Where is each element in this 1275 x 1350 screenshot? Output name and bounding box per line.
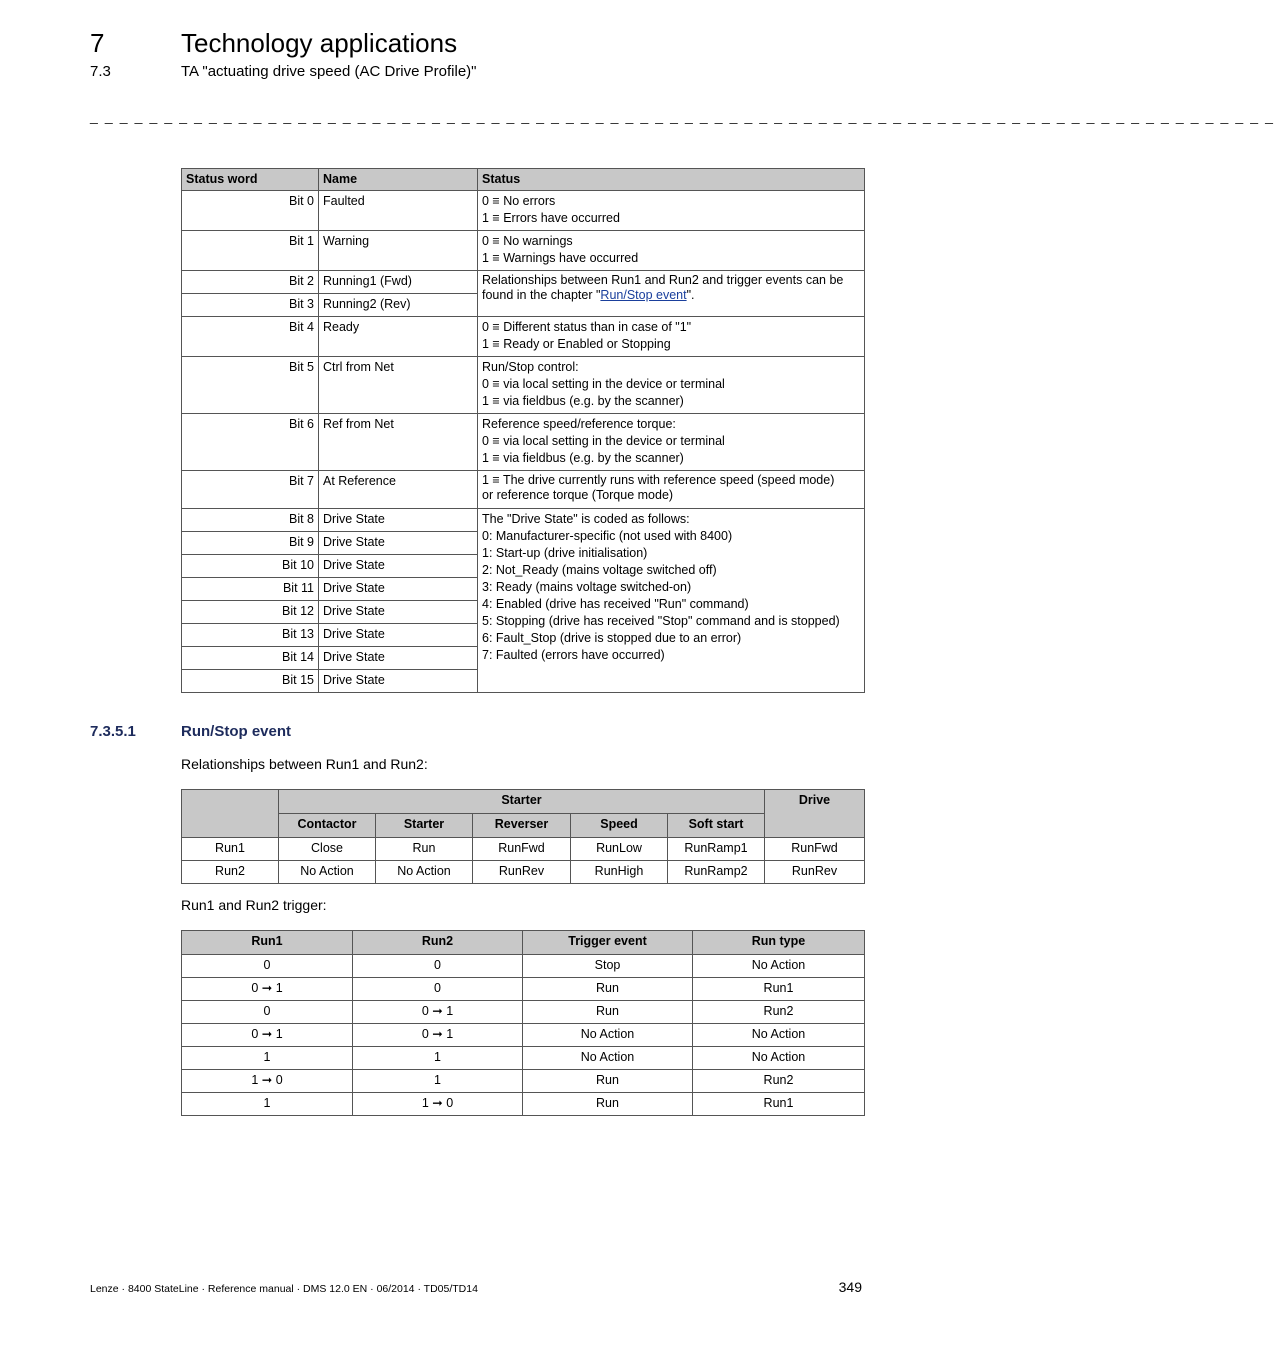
bit-status bbox=[478, 471, 865, 509]
footer-doc-info: Lenze · 8400 StateLine · Reference manual · DMS 12.0 EN · 06/2014 · TD05/TD14 bbox=[90, 1283, 478, 1295]
status-word-table bbox=[181, 168, 865, 693]
bit-name: Drive State bbox=[319, 624, 478, 647]
table-cell: 1 bbox=[182, 1047, 353, 1070]
bit-name: Drive State bbox=[319, 578, 478, 601]
col-header-name: Name bbox=[319, 169, 478, 191]
table-cell: Run1 bbox=[693, 1093, 865, 1116]
bit-label: Bit 11 bbox=[182, 578, 319, 601]
table-cell: 0 ➞ 1 bbox=[182, 978, 353, 1001]
bit-name: Drive State bbox=[319, 509, 478, 532]
bit-name: Drive State bbox=[319, 670, 478, 693]
subsection-title: Run/Stop event bbox=[181, 723, 292, 740]
table-cell: 0 ➞ 1 bbox=[182, 1024, 353, 1047]
table-cell: 0 bbox=[182, 1001, 353, 1024]
bit-label: Bit 5 bbox=[182, 357, 319, 414]
table-cell: Run1 bbox=[693, 978, 865, 1001]
table-cell: 0 bbox=[353, 978, 523, 1001]
bit-label: Bit 9 bbox=[182, 532, 319, 555]
status-line: or reference torque (Torque mode) bbox=[482, 488, 674, 502]
status-line: Run/Stop control: bbox=[482, 360, 579, 374]
table-cell: Run2 bbox=[182, 861, 279, 884]
bit-label: Bit 7 bbox=[182, 471, 319, 509]
table-cell: 1 ➞ 0 bbox=[353, 1093, 523, 1116]
status-line: 0 ≡ via local setting in the device or terminal bbox=[482, 377, 725, 391]
bit-label: Bit 4 bbox=[182, 317, 319, 357]
bit-name: Drive State bbox=[319, 532, 478, 555]
subsection-number: 7.3.5.1 bbox=[90, 723, 136, 740]
group-header-starter: Starter bbox=[279, 790, 765, 814]
col-header: Run1 bbox=[182, 931, 353, 955]
blank-header-cell bbox=[182, 790, 279, 838]
bit-name: Drive State bbox=[319, 647, 478, 670]
status-line: The "Drive State" is coded as follows: bbox=[482, 512, 690, 526]
bit-name: Ready bbox=[319, 317, 478, 357]
bit-label: Bit 10 bbox=[182, 555, 319, 578]
bit-name: Running2 (Rev) bbox=[319, 294, 478, 317]
bit-status bbox=[478, 317, 865, 357]
bit-name: At Reference bbox=[319, 471, 478, 509]
table-cell: No Action bbox=[279, 861, 376, 884]
table-cell: 0 bbox=[182, 955, 353, 978]
status-line: 1: Start-up (drive initialisation) bbox=[482, 546, 648, 560]
table-cell: Close bbox=[279, 838, 376, 861]
col-header-status: Status bbox=[478, 169, 865, 191]
status-line: 1 ≡ The drive currently runs with reference speed (speed mode) bbox=[482, 473, 835, 487]
table-cell: Run bbox=[523, 1093, 693, 1116]
status-line: 1 ≡ Ready or Enabled or Stopping bbox=[482, 337, 671, 351]
bit-label: Bit 3 bbox=[182, 294, 319, 317]
bit-name: Running1 (Fwd) bbox=[319, 271, 478, 294]
status-text: ". bbox=[686, 288, 695, 302]
status-line: 0 ≡ via local setting in the device or terminal bbox=[482, 434, 725, 448]
sub-header: Starter bbox=[376, 814, 473, 838]
section-number: 7.3 bbox=[90, 63, 111, 80]
bit-name: Drive State bbox=[319, 601, 478, 624]
bit-label: Bit 12 bbox=[182, 601, 319, 624]
status-line: 0 ≡ No errors bbox=[482, 194, 556, 208]
table-cell: Run2 bbox=[693, 1001, 865, 1024]
run-trigger-table bbox=[181, 930, 865, 1116]
table-cell: Run2 bbox=[693, 1070, 865, 1093]
chapter-title: Technology applications bbox=[181, 28, 458, 58]
col-header: Run type bbox=[693, 931, 865, 955]
bit-label: Bit 8 bbox=[182, 509, 319, 532]
table-cell: Run bbox=[523, 1001, 693, 1024]
col-header: Run2 bbox=[353, 931, 523, 955]
bit-status bbox=[478, 191, 865, 231]
status-line: 1 ≡ Errors have occurred bbox=[482, 211, 620, 225]
status-line: 6: Fault_Stop (drive is stopped due to an error) bbox=[482, 631, 742, 645]
group-header-drive: Drive bbox=[765, 790, 865, 838]
bit-label: Bit 13 bbox=[182, 624, 319, 647]
bit-label: Bit 0 bbox=[182, 191, 319, 231]
col-header: Trigger event bbox=[523, 931, 693, 955]
table-cell: 1 bbox=[353, 1047, 523, 1070]
bit-label: Bit 1 bbox=[182, 231, 319, 271]
bit-status bbox=[478, 271, 865, 317]
section-title: TA "actuating drive speed (AC Drive Profile)" bbox=[181, 63, 477, 80]
bit-label: Bit 14 bbox=[182, 647, 319, 670]
bit-name: Warning bbox=[319, 231, 478, 271]
table-cell: Run bbox=[376, 838, 473, 861]
status-line: 1 ≡ via fieldbus (e.g. by the scanner) bbox=[482, 451, 684, 465]
bit-name: Faulted bbox=[319, 191, 478, 231]
table-cell: RunLow bbox=[571, 838, 668, 861]
table-cell: RunRamp2 bbox=[668, 861, 765, 884]
sub-header: Contactor bbox=[279, 814, 376, 838]
status-line: 1 ≡ via fieldbus (e.g. by the scanner) bbox=[482, 394, 684, 408]
table-cell: RunRev bbox=[765, 861, 865, 884]
run-stop-event-link[interactable]: Run/Stop event bbox=[600, 288, 687, 302]
sub-header: Reverser bbox=[473, 814, 571, 838]
table-cell: Stop bbox=[523, 955, 693, 978]
bit-label: Bit 2 bbox=[182, 271, 319, 294]
status-line: 1 ≡ Warnings have occurred bbox=[482, 251, 639, 265]
table-cell: RunHigh bbox=[571, 861, 668, 884]
bit-label: Bit 6 bbox=[182, 414, 319, 471]
table-cell: 0 ➞ 1 bbox=[353, 1024, 523, 1047]
table-cell: No Action bbox=[693, 955, 865, 978]
sub-header: Speed bbox=[571, 814, 668, 838]
status-line: 7: Faulted (errors have occurred) bbox=[482, 648, 665, 662]
bit-name: Ref from Net bbox=[319, 414, 478, 471]
status-text: Relationships between Run1 and Run2 and trigger events can be found in the chapter " bbox=[482, 273, 844, 302]
chapter-number: 7 bbox=[90, 28, 105, 58]
table-cell: Run bbox=[523, 1070, 693, 1093]
status-line: 3: Ready (mains voltage switched-on) bbox=[482, 580, 692, 594]
table-cell: 1 bbox=[353, 1070, 523, 1093]
table-cell: RunFwd bbox=[765, 838, 865, 861]
trigger-intro: Run1 and Run2 trigger: bbox=[181, 897, 327, 913]
sub-header: Soft start bbox=[668, 814, 765, 838]
bit-name: Drive State bbox=[319, 555, 478, 578]
header-separator: _ _ _ _ _ _ _ _ _ _ _ _ _ _ _ _ _ _ _ _ _ _ _ _ _ _ _ _ _ _ _ _ _ _ _ _ _ _ _ _ _ _ _ _ _ _ _ _ _ _ _ _ _ _ _ _ _ _ _ _ _ _ _ _ _ _ _ _ _ _ _ _ _ _ _ _ _ _ _ _ bbox=[90, 108, 1275, 124]
bit-status bbox=[478, 357, 865, 414]
table-cell: No Action bbox=[523, 1024, 693, 1047]
bit-status bbox=[478, 231, 865, 271]
status-line: Reference speed/reference torque: bbox=[482, 417, 676, 431]
table-cell: 0 bbox=[353, 955, 523, 978]
table-cell: Run1 bbox=[182, 838, 279, 861]
bit-label: Bit 15 bbox=[182, 670, 319, 693]
page-number: 349 bbox=[838, 1279, 862, 1295]
status-line: 0: Manufacturer-specific (not used with 8400) bbox=[482, 529, 733, 543]
status-line: 5: Stopping (drive has received "Stop" command and is stopped) bbox=[482, 614, 840, 628]
status-line: 2: Not_Ready (mains voltage switched off) bbox=[482, 563, 717, 577]
relationship-intro: Relationships between Run1 and Run2: bbox=[181, 756, 428, 772]
bit-name: Ctrl from Net bbox=[319, 357, 478, 414]
status-line: 0 ≡ No warnings bbox=[482, 234, 573, 248]
table-cell: No Action bbox=[693, 1024, 865, 1047]
table-cell: No Action bbox=[523, 1047, 693, 1070]
status-line: 0 ≡ Different status than in case of "1" bbox=[482, 320, 692, 334]
table-cell: No Action bbox=[376, 861, 473, 884]
bit-status bbox=[478, 414, 865, 471]
table-cell: 1 bbox=[182, 1093, 353, 1116]
table-cell: RunRamp1 bbox=[668, 838, 765, 861]
table-cell: 0 ➞ 1 bbox=[353, 1001, 523, 1024]
table-cell: RunRev bbox=[473, 861, 571, 884]
col-header-status-word: Status word bbox=[182, 169, 319, 191]
table-cell: Run bbox=[523, 978, 693, 1001]
table-cell: No Action bbox=[693, 1047, 865, 1070]
table-cell: 1 ➞ 0 bbox=[182, 1070, 353, 1093]
run-relationship-table bbox=[181, 789, 865, 884]
table-cell: RunFwd bbox=[473, 838, 571, 861]
drive-state-status bbox=[478, 509, 865, 693]
status-line: 4: Enabled (drive has received "Run" command) bbox=[482, 597, 749, 611]
